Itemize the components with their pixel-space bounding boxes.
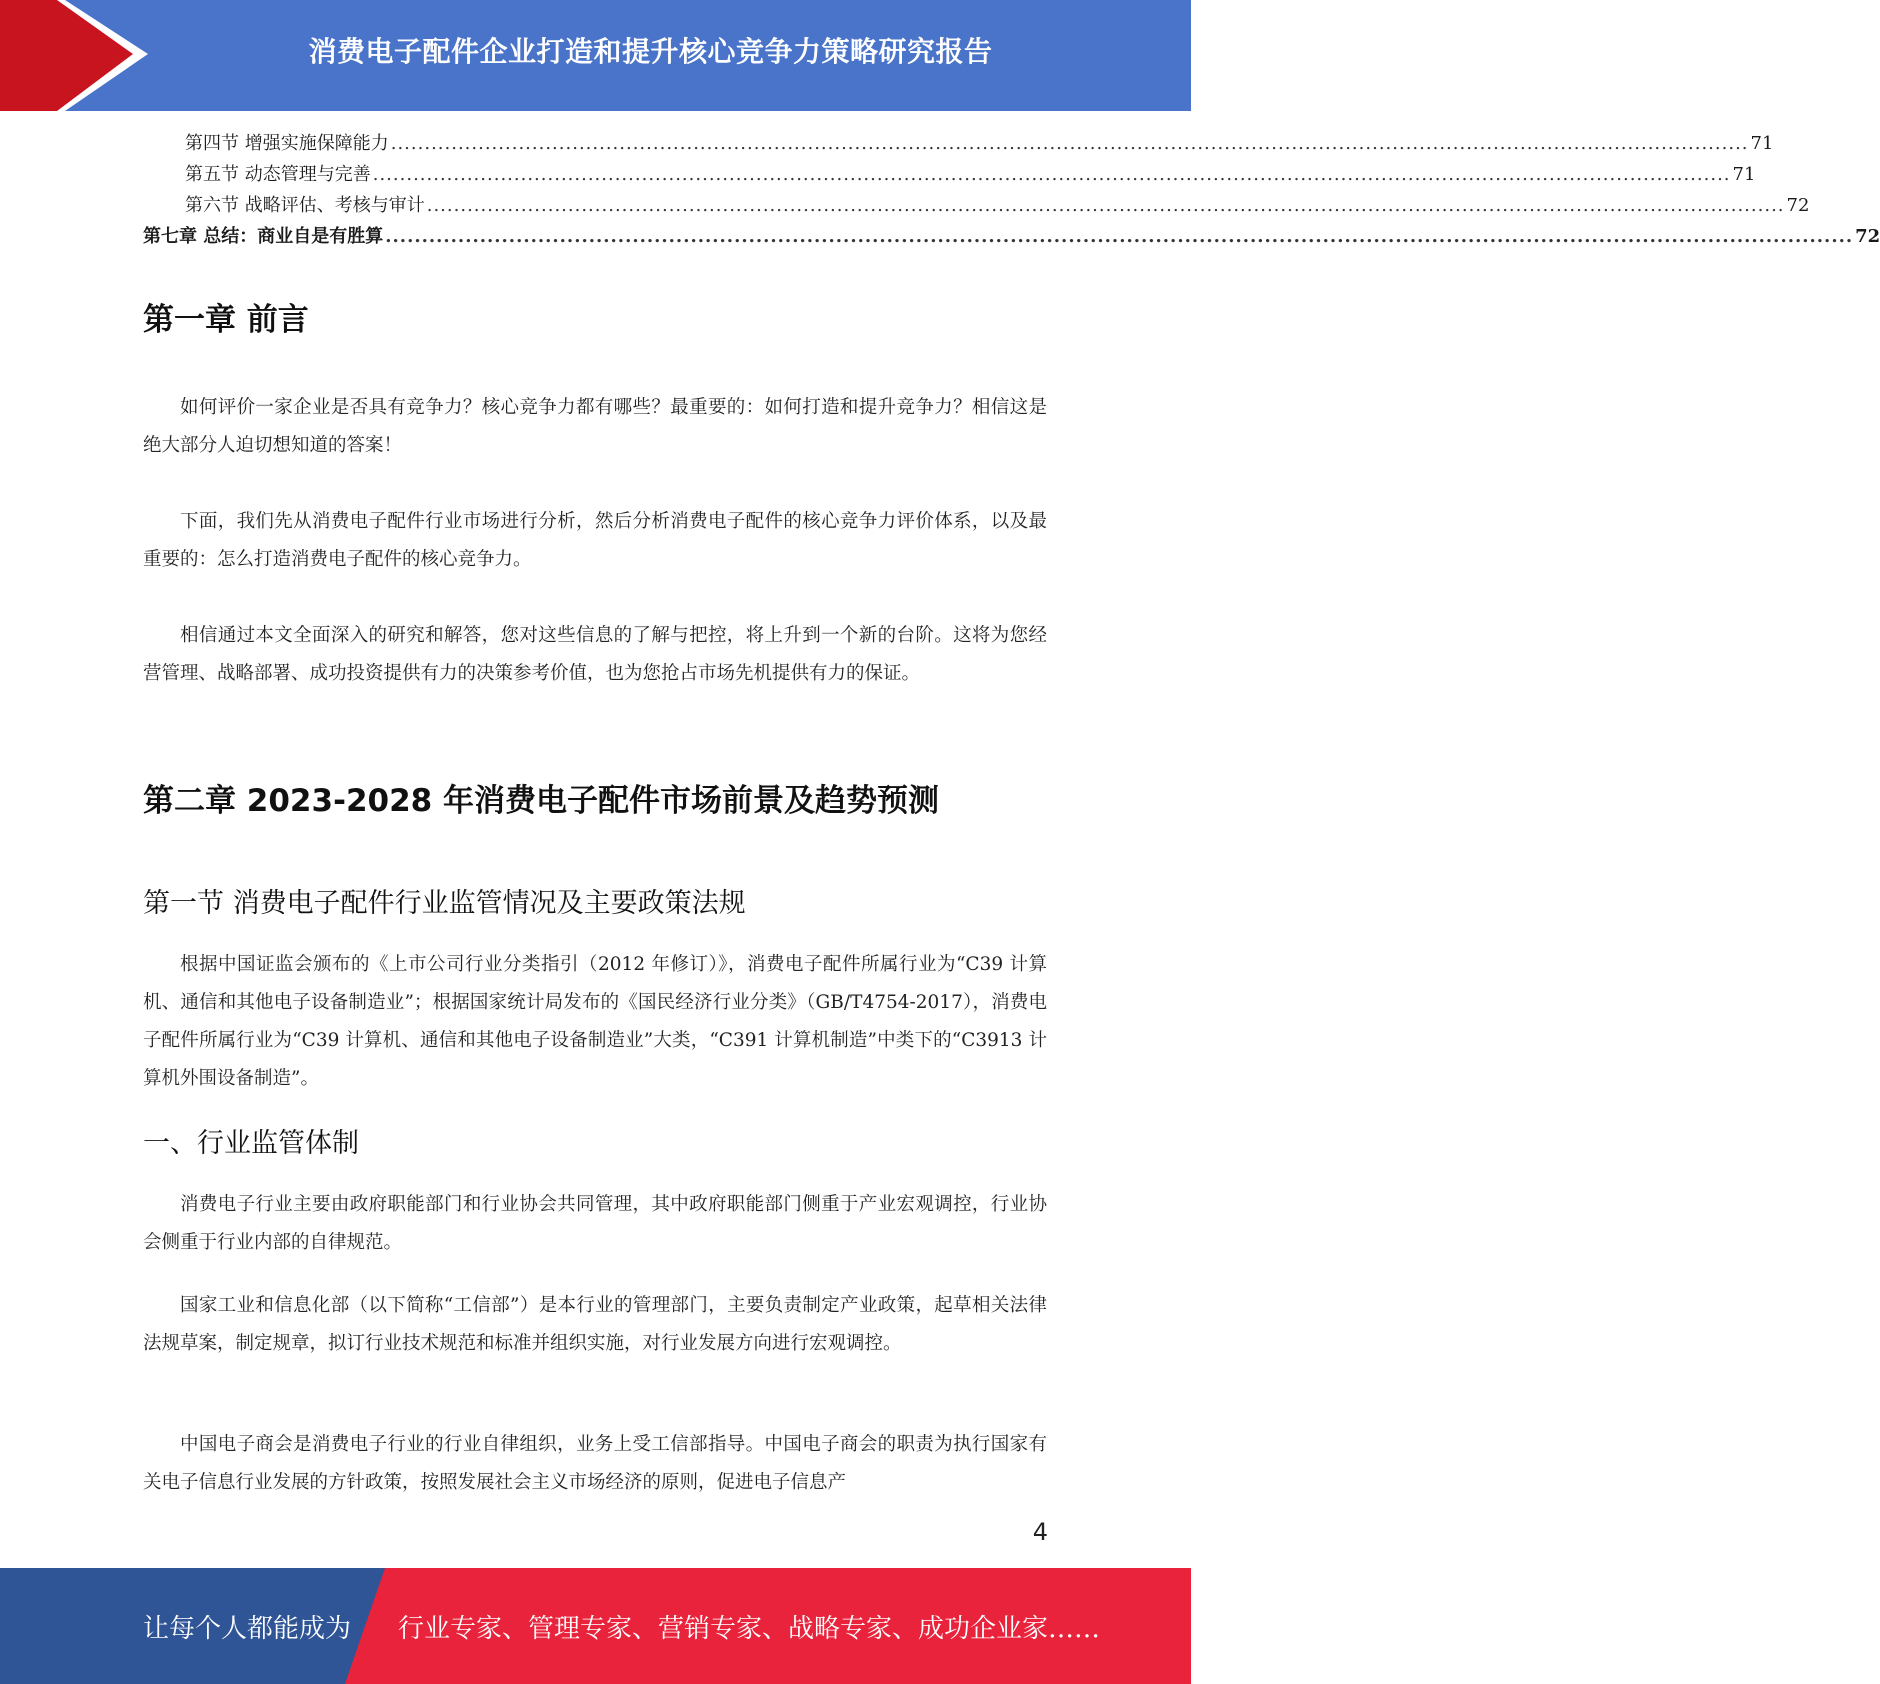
footer-slogan-left: 让每个人都能成为 <box>143 1613 352 1644</box>
subsection-paragraph: 国家工业和信息化部（以下简称“工信部”）是本行业的管理部门，主要负责制定产业政策，起草相关法律法规草案，制定规章，拟订行业技术规范和标准并组织实施，对行业发展方向进行宏观调控。 <box>143 1295 1047 1354</box>
header-banner <box>0 0 1191 111</box>
toc-entry-label: 第七章 总结：商业自是有胜算 <box>143 226 384 247</box>
toc-entry-label: 第六节 战略评估、考核与审计 <box>185 195 425 216</box>
toc-entry-label: 第四节 增强实施保障能力 <box>185 133 389 154</box>
toc-entry-page: 72 <box>1855 226 1880 247</box>
section-1-heading: 第一节 消费电子配件行业监管情况及主要政策法规 <box>143 888 746 919</box>
chapter-1-paragraph: 相信通过本文全面深入的研究和解答，您对这些信息的了解与把控，将上升到一个新的台阶。这将为您经营管理、战略部署、成功投资提供有力的决策参考价值，也为您抢占市场先机提供有力的保证。 <box>143 625 1047 684</box>
toc-entry[interactable] <box>143 221 1880 252</box>
toc-entry[interactable] <box>143 159 1756 190</box>
toc-entry-page: 72 <box>1786 195 1810 216</box>
toc-entry[interactable] <box>143 190 1810 221</box>
chapter-1-heading: 第一章 前言 <box>143 302 309 338</box>
toc-entry-label: 第五节 动态管理与完善 <box>185 164 371 185</box>
toc-entry-page: 71 <box>1732 164 1756 185</box>
chapter-2-heading: 第二章 2023-2028 年消费电子配件市场前景及趋势预测 <box>143 783 940 819</box>
toc-leader-dots: .......................................................................................................................................................................................................... <box>385 226 1854 247</box>
subsection-paragraph: 中国电子商会是消费电子行业的行业自律组织，业务上受工信部指导。中国电子商会的职责为执行国家有关电子信息行业发展的方针政策，按照发展社会主义市场经济的原则，促进电子信息产 <box>143 1434 1047 1493</box>
section-1-paragraph: 根据中国证监会颁布的《上市公司行业分类指引（2012 年修订）》，消费电子配件所属行业为“C39 计算机、通信和其他电子设备制造业”；根据国家统计局发布的《国民经济行业分类》（GB/T4754-2017），消费电子配件所属行业为“C39 计算机、通信和其他电子设备制造业”大类，“C391 计算机制造”中类下的“C3913 计算机外围设备制造”。 <box>143 954 1047 1089</box>
subsection-heading: 一、行业监管体制 <box>143 1128 359 1159</box>
toc-entry[interactable] <box>143 128 1774 159</box>
subsection-paragraph: 消费电子行业主要由政府职能部门和行业协会共同管理，其中政府职能部门侧重于产业宏观调控，行业协会侧重于行业内部的自律规范。 <box>143 1194 1047 1253</box>
page-number: 4 <box>1032 1518 1048 1546</box>
footer-slogan-right: 行业专家、管理专家、营销专家、战略专家、成功企业家…… <box>398 1613 1101 1644</box>
footer-banner <box>0 1568 1191 1684</box>
chapter-1-paragraph: 下面，我们先从消费电子配件行业市场进行分析，然后分析消费电子配件的核心竞争力评价体系，以及最重要的：怎么打造消费电子配件的核心竞争力。 <box>143 511 1047 570</box>
toc-entry-page: 71 <box>1750 133 1774 154</box>
report-title: 消费电子配件企业打造和提升核心竞争力策略研究报告 <box>308 35 993 68</box>
table-of-contents <box>143 128 1880 252</box>
toc-leader-dots: .......................................................................................................................................................................................................... <box>372 164 1731 185</box>
red-arrow-decoration <box>0 0 160 111</box>
toc-leader-dots: .......................................................................................................................................................................................................... <box>426 195 1785 216</box>
chapter-1-paragraph: 如何评价一家企业是否具有竞争力？核心竞争力都有哪些？最重要的：如何打造和提升竞争力？相信这是绝大部分人迫切想知道的答案！ <box>143 397 1047 456</box>
toc-leader-dots: .......................................................................................................................................................................................................... <box>390 133 1749 154</box>
